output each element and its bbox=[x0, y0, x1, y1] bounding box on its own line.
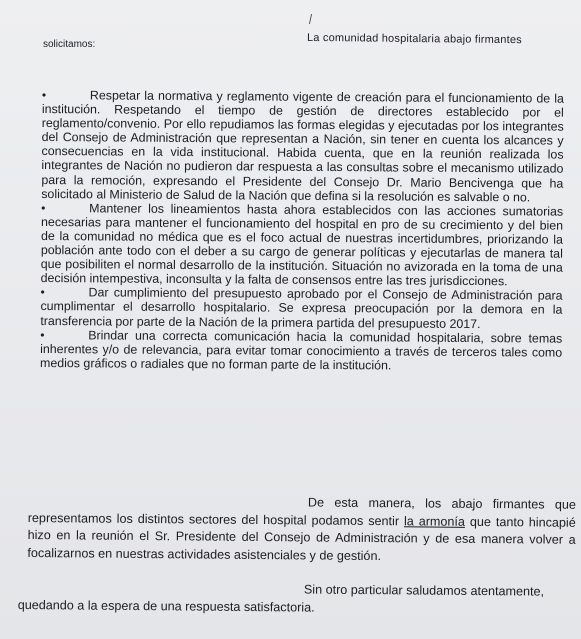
closing-text-before: De esta manera, los abajo firmantes que representamos los distintos sectores del hospital podamos sentir bbox=[27, 495, 576, 528]
request-item bbox=[41, 88, 564, 204]
community-header: La comunidad hospitalaria abajo firmantes bbox=[306, 31, 522, 47]
request-list bbox=[40, 88, 564, 374]
request-item bbox=[40, 285, 562, 331]
closing-paragraph bbox=[27, 492, 576, 567]
bullet-icon: • bbox=[40, 285, 45, 300]
request-text: Respetar la normativa y reglamento vigente de creación para el funcionamiento de la institución. Respetando el tiempo de gestión de directores establecido por el reglamento/convenio. Por ello repudiamos las formas elegidas y ejecutadas por los integrantes del Consejo de Administración que representan a Nación, sin tener en cuenta los alcances y consecuencias en la vida institucional. Habida cuenta, que en la reunión realizada los integrantes de Nación no pudieron dar respuesta a las consultas sobre el mecanismo utilizado para la remoción, expresando el Presidente del Consejo Dr. Mario Bencivenga que ha solicitado al Ministerio de Salud de la Nación que defina si la resolución es salvable o no. bbox=[41, 88, 564, 205]
underlined-phrase: la armonía bbox=[403, 513, 466, 529]
pen-mark bbox=[309, 14, 320, 24]
request-text: Mantener los lineamientos hasta ahora establecidos con las acciones sumatorias necesarias para mantener el funcionamiento del hospital en pro de su crecimiento y del bien de la comunidad no médica que es el foco actual de nuestras incertidumbres, priorizando la población ante todo con el deber a su cargo de generar políticas y ejecutarlas de manera tal que posibiliten el normal desarrollo de la institución. Situación no avizorada en la toma de una decisión intempestiva, inconsulta y la falta de consensos entre las tres jurisdicciones. bbox=[40, 201, 564, 289]
closing-text-after: que tanto hincapié hizo en la reunión el Sr. Presidente del Consejo de Administración y de esa manera volver a focalizarnos en nuestras actividades asistenciales y de gestión. bbox=[27, 514, 576, 563]
solicitamos-label: solicitamos: bbox=[43, 39, 96, 50]
request-item bbox=[40, 328, 562, 374]
bullet-icon: • bbox=[41, 88, 47, 103]
request-text: Dar cumplimiento del presupuesto aprobado por el Consejo de Administración para cumplimentar el desarrollo hospitalario. Se expresa preocupación por la demora en la transferencia por parte de la Nación de la primera partida del presupuesto 2017. bbox=[40, 285, 563, 331]
bullet-icon: • bbox=[40, 327, 45, 342]
bullet-icon: • bbox=[41, 200, 46, 215]
final-greeting-text: Sin otro particular saludamos atentamente, quedando a la espera de una respuesta satisfactoria. bbox=[17, 582, 545, 615]
request-text: Brindar una correcta comunicación hacia la comunidad hospitalaria, sobre temas inherentes y/o de relevancia, para evitar tomar conocimiento a través de terceros tales como medios gráficos o radiales que no forman parte de la institución. bbox=[40, 327, 563, 373]
request-item bbox=[41, 201, 564, 289]
final-greeting bbox=[18, 578, 578, 619]
